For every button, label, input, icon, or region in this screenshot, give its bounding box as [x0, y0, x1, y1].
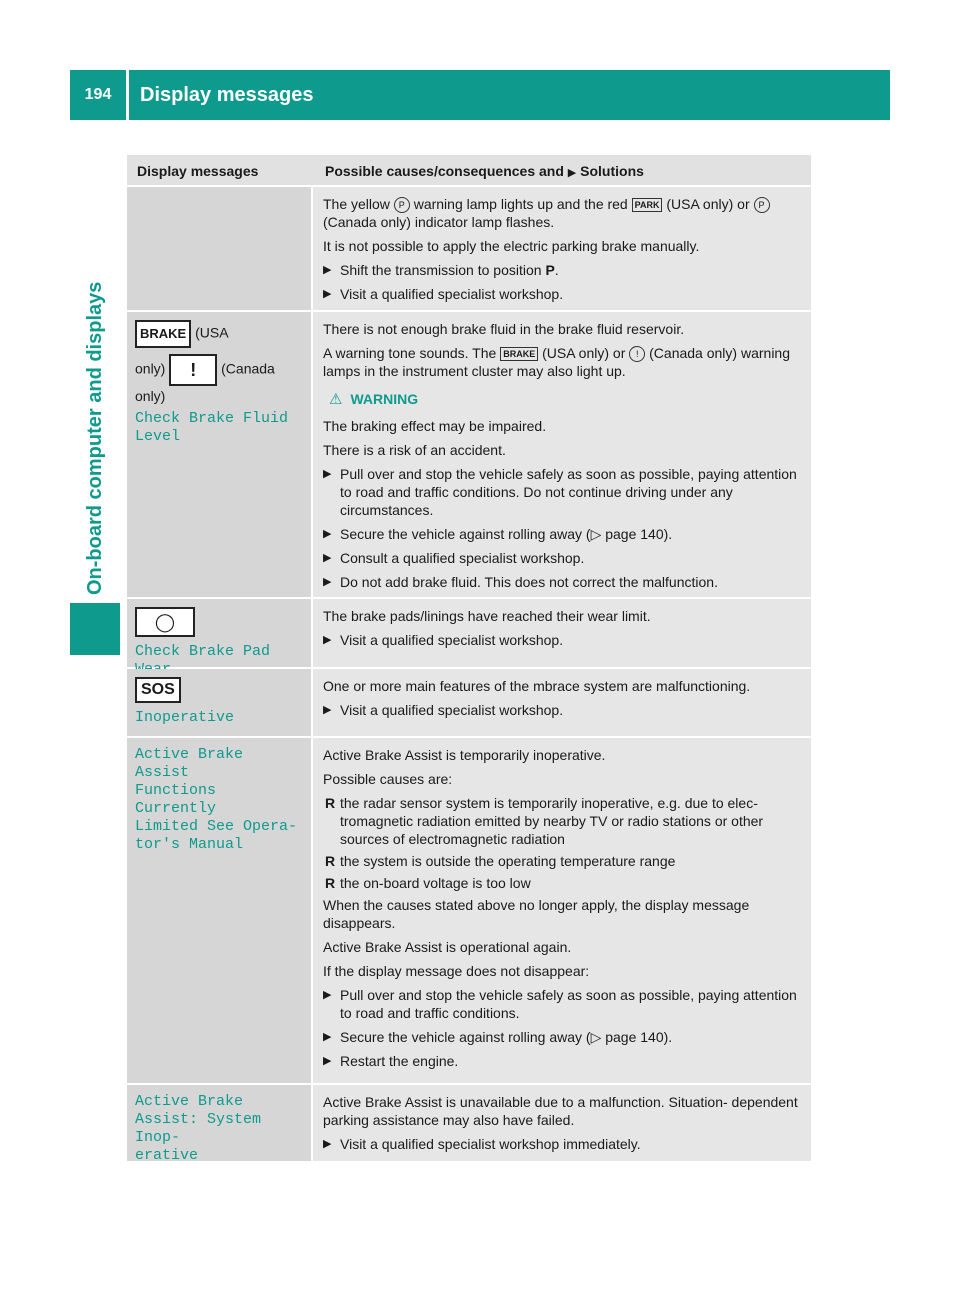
arrow-icon: ▶ [323, 1055, 332, 1067]
paragraph: Possible causes are: [323, 771, 453, 787]
bullet-item [323, 794, 803, 848]
display-message: Active Brake Assist [135, 746, 244, 781]
paragraph [323, 195, 803, 231]
text: (USA only) [666, 196, 734, 212]
solution-cell [313, 738, 811, 1083]
message-cell [127, 669, 313, 736]
display-message: Limited See Opera‐ [135, 818, 298, 835]
text: warning lamps in the instrument cluster may also light up. [323, 345, 790, 380]
brake-pad-icon: ◯ [135, 607, 195, 637]
text: or [737, 196, 750, 212]
brake-exclamation-icon: ! [629, 346, 645, 362]
side-tab-marker [70, 603, 120, 655]
step [323, 285, 803, 303]
arrow-icon: ▶ [567, 167, 577, 179]
display-message: Level [135, 428, 181, 445]
text: Restart the engine. [340, 1053, 459, 1069]
table-header [127, 155, 811, 187]
text: warning lamp lights up and the red [413, 196, 628, 212]
text: . [554, 262, 559, 279]
text: only) [135, 360, 166, 377]
bullet-icon: R [325, 853, 336, 869]
solution-cell [313, 1085, 811, 1161]
arrow-icon: ▶ [323, 1031, 332, 1043]
table-row [127, 187, 811, 312]
page-title: Display messages [140, 84, 314, 106]
arrow-icon: ▶ [323, 634, 332, 646]
solution-cell [313, 312, 811, 597]
arrow-icon: ▶ [323, 528, 332, 541]
text: only) [135, 388, 166, 404]
step [323, 701, 803, 719]
paragraph: Active Brake Assist is temporarily inoperative. [323, 747, 606, 763]
arrow-icon: ▶ [323, 576, 332, 589]
arrow-icon: ▶ [323, 1138, 332, 1150]
paragraph: One or more main features of the mbrace system are malfunctioning. [323, 678, 751, 694]
paragraph: There is a risk of an accident. [323, 442, 506, 459]
icon-line [135, 354, 305, 386]
solution-cell [313, 669, 811, 736]
text: Secure the vehicle against rolling away (▷ page 140). [340, 1029, 673, 1045]
table-row [127, 1085, 811, 1163]
bullet-icon: R [325, 875, 336, 891]
solution-cell [313, 187, 811, 310]
display-message: Check Brake Pad [135, 643, 271, 660]
step [323, 1135, 803, 1153]
side-tab-label: On-board computer and displays [84, 281, 106, 595]
table-row [127, 669, 811, 738]
page-number: 194 [84, 86, 112, 103]
arrow-icon: ▶ [323, 989, 332, 1001]
display-message: Functions Currently [135, 782, 217, 817]
text: (Canada [221, 360, 275, 377]
step [323, 631, 803, 649]
text: Visit a qualified specialist workshop immediately. [340, 1136, 641, 1152]
text: the radar sensor system is temporarily inoperative, e.g. due to elec‐ tromagnetic radiation emitted by nearby TV or radio stations or other sources of electromagnetic radiation [340, 795, 764, 847]
side-tab [70, 130, 120, 595]
table-row [127, 738, 811, 1085]
display-message: Active Brake [135, 1093, 244, 1110]
text: Consult a qualified specialist workshop. [340, 550, 585, 567]
step [323, 465, 803, 519]
paragraph: The braking effect may be impaired. [323, 418, 547, 435]
paragraph: The brake pads/linings have reached their wear limit. [323, 608, 651, 624]
header-causes-label: Possible causes/consequences and [325, 163, 564, 179]
message-cell [127, 187, 313, 310]
step [323, 261, 803, 279]
paragraph: It is not possible to apply the electric parking brake manually. [323, 238, 700, 255]
text: A warning tone sounds. The [323, 345, 497, 361]
text: (Canada only) indicator lamp flashes. [323, 214, 555, 231]
sos-phone-icon: SOS [135, 677, 181, 703]
text: Secure the vehicle against rolling away (▷ page 140). [340, 526, 673, 543]
text: P [545, 262, 555, 279]
step [323, 1028, 803, 1046]
brake-warning-icon: BRAKE [135, 320, 191, 348]
warning-heading [329, 390, 803, 409]
park-icon: PARK [632, 198, 663, 212]
paragraph: If the display message does not disappear: [323, 963, 590, 979]
solution-cell [313, 599, 811, 667]
text: Shift the transmission to position [340, 262, 542, 279]
arrow-icon: ▶ [323, 288, 332, 301]
bullet-icon: R [325, 795, 336, 811]
text: WARNING [350, 391, 419, 408]
message-cell [127, 312, 313, 597]
display-message: Check Brake Fluid [135, 410, 289, 427]
header-causes [313, 155, 811, 185]
paragraph: There is not enough brake fluid in the brake fluid reservoir. [323, 321, 685, 337]
text: (USA only) or [542, 345, 626, 361]
arrow-icon: ▶ [323, 468, 332, 481]
message-cell [127, 1085, 313, 1164]
header-display-messages: Display messages [137, 163, 259, 179]
brake-icon: BRAKE [500, 347, 538, 361]
warning-icon: ⚠ [329, 391, 343, 409]
arrow-icon: ▶ [323, 704, 332, 716]
display-messages-table [127, 155, 811, 1163]
paragraph: When the causes stated above no longer apply, the display message disappears. [323, 897, 750, 931]
table-row [127, 312, 811, 599]
display-message: erative [135, 1147, 199, 1164]
header-divider [126, 70, 129, 120]
brake-exclamation-icon: ! [169, 354, 217, 386]
step [323, 549, 803, 567]
text: Visit a qualified specialist workshop. [340, 286, 564, 303]
header-solutions-label: Solutions [580, 163, 644, 179]
display-message: tor's Manual [135, 836, 244, 853]
step [323, 986, 803, 1022]
text: (USA [195, 324, 229, 341]
arrow-icon: ▶ [323, 552, 332, 565]
text: the on-board voltage is too low [340, 875, 531, 891]
step [323, 525, 803, 543]
parking-brake-icon: P [754, 197, 770, 213]
text: (Canada only) [649, 345, 738, 361]
display-message: Assist: System Inop‐ [135, 1111, 262, 1146]
text: Pull over and stop the vehicle safely as soon as possible, paying attention to road and traffic conditions. Do not continue driving under any circumstances. [340, 466, 797, 519]
paragraph [323, 344, 803, 380]
bullet-item [323, 874, 803, 892]
paragraph: Active Brake Assist is operational again. [323, 939, 572, 955]
text: The yellow [323, 196, 390, 212]
paragraph: Active Brake Assist is unavailable due to a malfunction. Situation- dependent parking assistance may also have failed. [323, 1094, 798, 1128]
message-cell [127, 599, 313, 667]
text: Pull over and stop the vehicle safely as soon as possible, paying attention to road and traffic conditions. [340, 987, 797, 1021]
message-cell [127, 738, 313, 1083]
text: Visit a qualified specialist workshop. [340, 702, 564, 718]
step [323, 573, 803, 591]
icon-line [135, 320, 305, 348]
text: Visit a qualified specialist workshop. [340, 632, 564, 648]
display-message: Inoperative [135, 709, 235, 726]
text: the system is outside the operating temperature range [340, 853, 676, 869]
table-row [127, 599, 811, 669]
text: Do not add brake fluid. This does not correct the malfunction. [340, 574, 718, 591]
step [323, 1052, 803, 1070]
bullet-item [323, 852, 803, 870]
arrow-icon: ▶ [323, 264, 332, 277]
parking-brake-icon: P [394, 197, 410, 213]
